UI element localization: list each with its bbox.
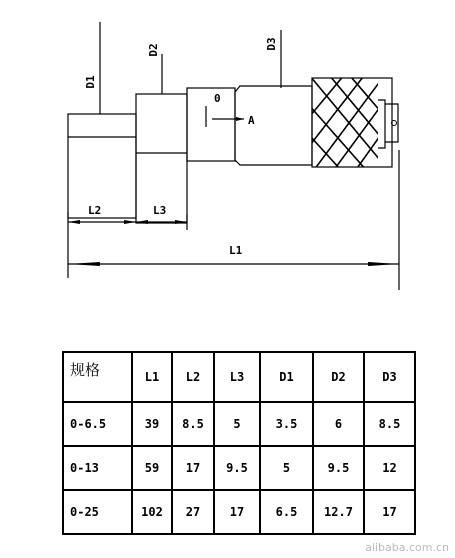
table-row <box>63 446 415 490</box>
body-barrel <box>187 88 235 161</box>
header-spec: 规格 <box>63 352 132 402</box>
cell-d1: 3.5 <box>260 402 313 446</box>
header-l3: L3 <box>214 352 260 402</box>
cell-l3: 5 <box>214 402 260 446</box>
header-d1: D1 <box>260 352 313 402</box>
cell-l2: 8.5 <box>172 402 214 446</box>
body-d1 <box>68 114 136 218</box>
header-d3: D3 <box>364 352 415 402</box>
cell-d2: 12.7 <box>313 490 364 534</box>
cell-l2: 27 <box>172 490 214 534</box>
spec-table <box>62 351 416 535</box>
cell-d2: 9.5 <box>313 446 364 490</box>
cell-d1: 5 <box>260 446 313 490</box>
cell-l3: 17 <box>214 490 260 534</box>
cell-l1: 102 <box>132 490 172 534</box>
table-row <box>63 490 415 534</box>
cell-l1: 59 <box>132 446 172 490</box>
cell-l3: 9.5 <box>214 446 260 490</box>
a-label: A <box>248 114 255 127</box>
table-row <box>63 402 415 446</box>
l1-label: L1 <box>229 244 243 257</box>
header-l1: L1 <box>132 352 172 402</box>
l2-label: L2 <box>88 204 102 217</box>
cell-spec: 0-6.5 <box>63 402 132 446</box>
cell-d1: 6.5 <box>260 490 313 534</box>
table-header-row <box>63 352 415 402</box>
d3-label: D3 <box>265 37 278 51</box>
l3-label: L3 <box>153 204 167 217</box>
cell-d2: 6 <box>313 402 364 446</box>
d1-label: D1 <box>84 75 97 89</box>
cell-l2: 17 <box>172 446 214 490</box>
zero-label: 0 <box>214 92 221 105</box>
cell-l1: 39 <box>132 402 172 446</box>
cell-d3: 17 <box>364 490 415 534</box>
cell-spec: 0-25 <box>63 490 132 534</box>
watermark: alibaba.com.cn <box>365 541 449 554</box>
header-l2: L2 <box>172 352 214 402</box>
cell-d3: 8.5 <box>364 402 415 446</box>
thimble <box>235 86 312 165</box>
cell-spec: 0-13 <box>63 446 132 490</box>
cell-d3: 12 <box>364 446 415 490</box>
d2-label: D2 <box>147 43 160 57</box>
header-d2: D2 <box>313 352 364 402</box>
